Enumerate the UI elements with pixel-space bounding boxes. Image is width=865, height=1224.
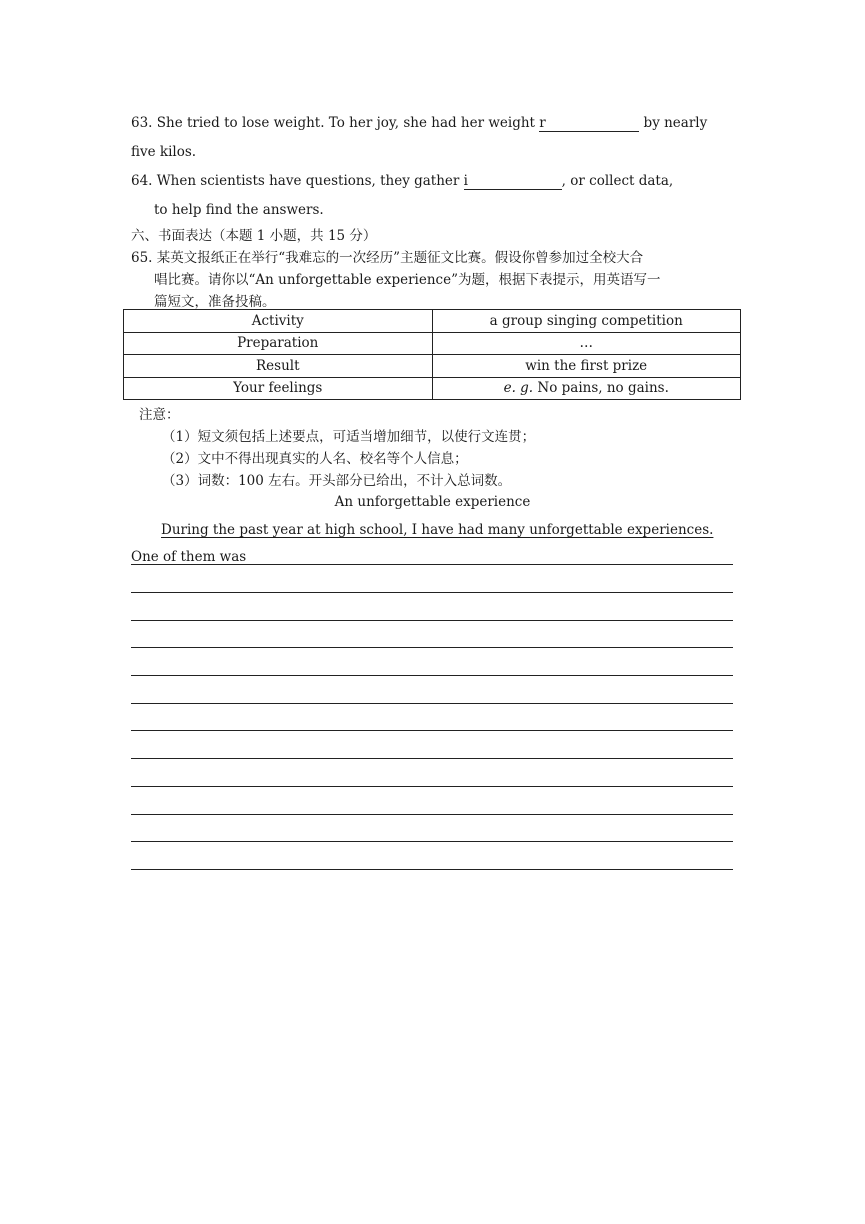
note-item: （3）词数：100 左右。开头部分已给出，不计入总词数。	[162, 473, 512, 489]
question-63-text: 63. She tried to lose weight. To her joy, she had her weight	[131, 115, 540, 131]
table-label: Preparation	[124, 332, 433, 355]
writing-line	[131, 869, 733, 870]
table-value: win the first prize	[432, 355, 741, 378]
question-63	[131, 115, 707, 132]
example-text: No pains, no gains.	[533, 380, 669, 397]
q65-prompt-line2: 唱比赛。请你以“An unforgettable experience”为题，根据下表提示，用英语写一	[154, 272, 661, 288]
table-value: …	[432, 332, 741, 355]
example-abbrev: e. g.	[503, 380, 534, 397]
note-item: （1）短文须包括上述要点，可适当增加细节，以使行文连贯；	[162, 429, 536, 445]
writing-line	[131, 703, 733, 704]
q65-prompt-line3: 篇短文，准备投稿。	[154, 294, 276, 310]
writing-line	[131, 786, 733, 787]
question-64-text: 64. When scientists have questions, they gather	[131, 173, 464, 189]
question-64-line2: to help find the answers.	[154, 202, 324, 218]
blank-64-initial: i	[463, 173, 468, 189]
question-64	[131, 173, 673, 190]
writing-line	[131, 675, 733, 676]
tips-table	[123, 309, 741, 400]
table-row	[124, 332, 741, 355]
table-row	[124, 355, 741, 378]
essay-opening-line1: During the past year at high school, I have had many unforgettable experiences.	[161, 522, 714, 538]
q65-prompt-line1: 65. 某英文报纸正在举行“我难忘的一次经历”主题征文比赛。假设你曾参加过全校大合	[131, 250, 644, 266]
writing-line	[131, 758, 733, 759]
table-label: Activity	[124, 310, 433, 333]
table-value	[432, 377, 741, 400]
question-64-suffix: , or collect data,	[561, 173, 674, 189]
question-63-line2: five kilos.	[131, 144, 197, 160]
table-row	[124, 377, 741, 400]
table-label: Your feelings	[124, 377, 433, 400]
table-value: a group singing competition	[432, 310, 741, 333]
answer-blank-63[interactable]	[539, 115, 639, 132]
blank-63-initial: r	[539, 115, 546, 131]
table-row	[124, 310, 741, 333]
note-item: （2）文中不得出现真实的人名、校名等个人信息；	[162, 451, 468, 467]
writing-line	[131, 592, 733, 593]
notes-title: 注意：	[139, 407, 180, 423]
section-heading: 六、书面表达（本题 1 小题，共 15 分）	[131, 228, 377, 244]
question-63-suffix: by nearly	[639, 115, 708, 131]
answer-blank-64[interactable]	[464, 173, 562, 190]
essay-title: An unforgettable experience	[334, 494, 531, 510]
writing-line	[131, 620, 733, 621]
writing-line	[131, 564, 733, 565]
writing-line	[131, 647, 733, 648]
essay-opening-line2: One of them was	[131, 549, 247, 565]
table-label: Result	[124, 355, 433, 378]
writing-line	[131, 814, 733, 815]
writing-line	[131, 841, 733, 842]
writing-line	[131, 730, 733, 731]
